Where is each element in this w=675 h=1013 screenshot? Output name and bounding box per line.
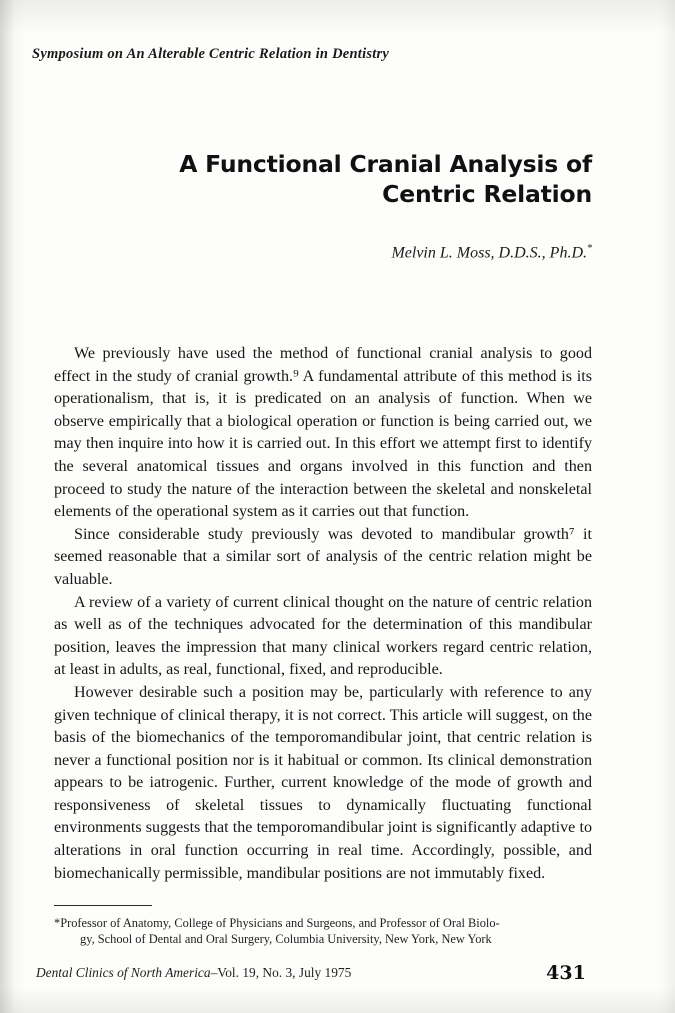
paragraph: A review of a variety of current clinical thought on the nature of centric relation as well as of the techniques advocated for the determination of this mandibular position, leaves the impression that many clinical workers regard centric relation, at least in adults, as real, functional, fixed, and reproducible.: [54, 593, 592, 679]
author-name: Melvin L. Moss, D.D.S., Ph.D.: [391, 244, 587, 262]
title-line-2: Centric Relation: [382, 179, 592, 208]
title-line-1: A Functional Cranial Analysis of: [179, 149, 592, 178]
scan-shadow-top: [0, 0, 675, 34]
footnote-line-2: gy, School of Dental and Oral Surgery, Columbia University, New York, New York: [80, 932, 492, 947]
page-number: 431: [546, 962, 586, 984]
running-head: Symposium on An Alterable Centric Relation in Dentistry: [32, 46, 390, 62]
byline-footnote-marker: *: [587, 243, 592, 254]
paragraph: Since considerable study previously was devoted to mandibular growth⁷ it seemed reasonable that a similar sort of analysis of the centric relation might be valuable.: [54, 525, 592, 588]
footnote-line-1: *Professor of Anatomy, College of Physicians and Surgeons, and Professor of Oral Biolo-: [54, 916, 500, 930]
journal-name: Dental Clinics of North America: [36, 965, 211, 980]
author-affiliation-footnote: [54, 915, 599, 948]
article-body: [54, 343, 592, 885]
journal-citation: [36, 965, 351, 981]
scan-shadow-bottom: [0, 987, 675, 1013]
paragraph: We previously have used the method of functional cranial analysis to good effect in the study of cranial growth.⁹ A fundamental attribute of this method is its operationalism, that is, it is predicated on an analysis of function. When we observe empirically that a biological operation or function is being carried out, we may then inquire into how it is carried out. In this effort we attempt first to identify the several anatomical tissues and organs involved in this function and then proceed to study the nature of the interaction between the skeletal and nonskeletal elements of the operational system as it carries out that function.: [54, 345, 592, 521]
journal-issue: –Vol. 19, No. 3, July 1975: [210, 965, 352, 980]
page-footer: [36, 962, 636, 988]
author-byline: [120, 243, 592, 262]
scan-shadow-left: [0, 0, 26, 1013]
page-title: [120, 149, 592, 209]
footnote-divider: [54, 905, 152, 906]
paragraph: However desirable such a position may be, particularly with reference to any given technique of clinical therapy, it is not correct. This article will suggest, on the basis of the biomechanics of the temporomandibular joint, that centric relation is never a functional position nor is it habitual or common. Its clinical demonstration appears to be iatrogenic. Further, current knowledge of the mode of growth and responsiveness of skeletal tissues to dynamically fluctuating functional environments suggests that the temporomandibular joint is significantly adaptive to alterations in oral function occurring in real time. Accordingly, possible, and biomechanically permissible, mandibular positions are not immutably fixed.: [54, 683, 592, 882]
scan-shadow-right: [659, 0, 675, 1013]
